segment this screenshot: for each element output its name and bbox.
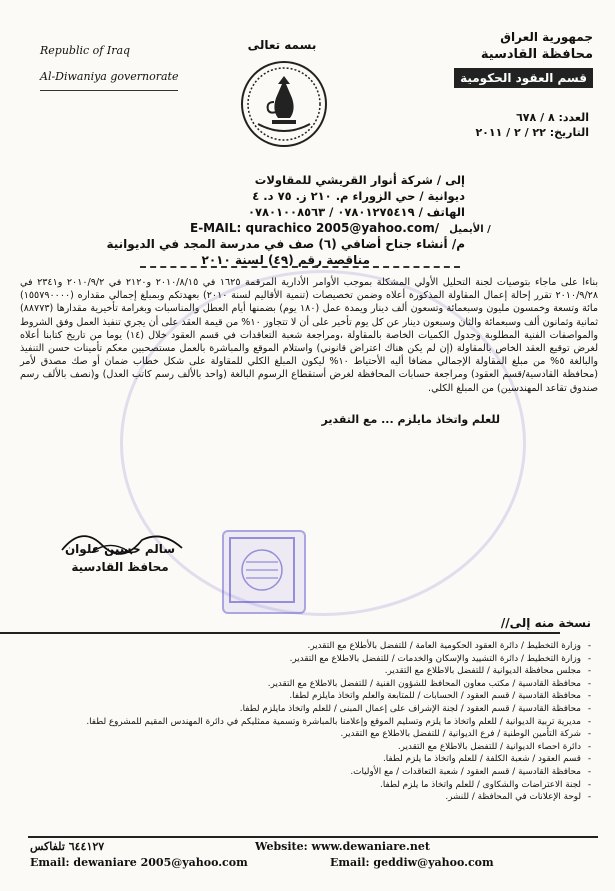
subject-block: [107, 236, 466, 268]
copy-recipient: - محافظة القادسية / قسم العقود / الحسابات / للمتابعة والعلم واتخاذ مايلزم لطفا.: [31, 690, 591, 703]
stamp-seal-graphic: [224, 532, 300, 608]
header-governorate-en: Al-Diwaniya governorate: [40, 64, 178, 91]
reference-number: العدد: ٨ / ٦٧٨: [516, 111, 589, 124]
reference-date: التاريخ: ٢٢ / ٢ / ٢٠١١: [475, 126, 589, 139]
basmala-text: بسمه تعالى: [247, 38, 317, 52]
copy-recipient: - محافظة القادسية / مكتب معاون المحافظ للشؤون الفنية / للتفضل بالاطلاع مع التقدير.: [31, 678, 591, 691]
copies-divider: [0, 632, 560, 634]
copy-recipient: - محافظة القادسية / قسم العقود / شعبة التعاقدات / مع الأوليات.: [31, 766, 591, 779]
header-governorate-ar: محافظة القادسية: [480, 47, 593, 62]
recipient-block: [248, 172, 465, 220]
reference-block: [475, 110, 589, 140]
signatory-name: سالم حسين علوان: [64, 542, 176, 556]
footer-email-primary: Email: dewaniare 2005@yahoo.com: [30, 856, 248, 869]
copies-heading: نسخة منه إلى//: [500, 616, 591, 630]
copy-recipient: - قسم العقود / شعبة الكلفة / للعلم واتخاذ ما يلزم لطفا.: [31, 753, 591, 766]
copy-recipient: - وزارة التخطيط / دائرة العقود الحكومية العامة / للتفضل بالأطلاع مع التقدير.: [31, 640, 591, 653]
copy-recipient: - مديرية تربية الديوانية / للعلم واتخاذ ما يلزم وتسليم الموقع وإعلامنا بالمباشرة وتسمية ممثليكم في دائرة المهندس المقيم للمشروع لطفا.: [31, 716, 591, 729]
recipient-address: ديوانية / حي الزوراء م. ٢١٠ ز. ٧٥ د. ٤: [252, 189, 465, 203]
footer-website: Website: www.dewaniare.net: [255, 840, 430, 853]
recipient-email-label: الأيميل /: [449, 224, 491, 235]
copy-recipient: - شركة التأمين الوطنية / فرع الديوانية / للتفضل بالاطلاع مع التقدير.: [31, 728, 591, 741]
letter-body: بناءا على ماجاء بتوصيات لجنة التحليل الأولي المشكلة بموجب الأوامر الأدارية المرقمة ١٦٢٥ في ٢٠١٠/٨/١٥ و٢١٢٠ في ٢٠١٠/٩/٢ و٢٣٤١ في ٢٠١٠/٩/٢٨ تقرر إحالة إعمال المقاولة المذكورة أعلاه وضمن تخصيصات (تنمية الأقاليم لسنة ٢٠١٠) بعهدتكم وبمبلغ إجمالي مقداره (١٥٥٧٩٠٠٠٠) مائة وتسعة وخمسون مليون وسبعمائة وتسعون ألف دينار ويمدة عمل (١٨٠ يوم) بضمنها أيام العطل والمناسبات وبغرامة تأخيرية مقدارها (٨٨٧٧٣) ثمانية وثمانون ألف وسبعمائة والثان وسبعون دينار عن كل يوم تأخير على أن لا تتجاوز ١٠% من قيمة العقد على أن يجري تنفيذ العمل وفق الشروط والمواصفات الفنية المطلوبة وجدول الكميات الخاصة بالمقاولة ،ومراجعة شعبة التعاقدات في قسم العقود خلال (١٤) يوما من تاريخ كتابنا أعلاه لغرض توقيع العقد الخاص بالمقاولة (إن لم يكن هناك اعتراض قانوني) واستلام الموقع والمباشرة بالعمل مستصحبين معكم تأمينات حسن التنفيذ والبالغة ٥% من مبلغ المقاولة الإجمالي مضافا أليه الأحتياط ١٠% ليكون المبلغ الكلي للمقاولة على شكل خطاب ضمان أو صك مصدق لأمر (محافظة القادسية/قسم العقود) ومراجعة حسابات المحافظة لغرض أستقطاع الرسوم البالغة (واحد بالألف رسم كاتب العدل) و(نصف بالألف رسم صندوق تقاعد المهندسين) من المبلغ الكلي.: [20, 277, 599, 394]
recipient-company: إلى / شركة أنوار القريشي للمقاولات: [254, 173, 465, 187]
recipient-phone: الهاتف / ٠٧٨٠١٢٧٥٤١٩ / ٠٧٨٠١٠٠٨٥٦٣: [247, 205, 465, 219]
footer-fax: ٦٤٤١٢٧ تلفاكس: [30, 840, 105, 853]
header-department-ar: قسم العقود الحكومية: [454, 68, 593, 88]
footer-email-secondary: Email: geddiw@yahoo.com: [330, 856, 494, 869]
signatory-title: محافظ القادسية: [71, 560, 169, 574]
recipient-email-line: [190, 221, 491, 235]
subject-title: م/ أنشاء جناح أضافي (٦) صف في مدرسة المجد في الديوانية: [106, 237, 465, 251]
copy-recipient: - وزارة التخطيط / دائرة التشييد والإسكان والخدمات / للتفضل بالاطلاع مع التقدير.: [31, 653, 591, 666]
subject-tender: مناقصة رقم (٤٩) لسنة ٢٠١٠: [201, 253, 370, 267]
copy-recipient: - لوحة الإعلانات في المحافظة / للنشر.: [31, 791, 591, 804]
official-stamp: [222, 530, 306, 614]
closing-line: للعلم واتخاذ مايلزم ... مع التقدير: [321, 413, 500, 426]
copy-recipient: - لجنة الاعتراضات والشكاوى / للعلم واتخاذ ما يلزم لطفا.: [31, 779, 591, 792]
subject-divider: [140, 266, 460, 268]
copies-list: [31, 640, 591, 804]
header-country-ar: جمهورية العراق: [500, 30, 593, 44]
copy-recipient: - مجلس محافظة الديوانية / للتفضل بالاطلاع مع التقدير.: [31, 665, 591, 678]
governorate-emblem-logo: [238, 58, 330, 150]
copy-recipient: - دائرة احصاء الديوانية / للتفضل بالاطلاع مع التقدير.: [31, 741, 591, 754]
header-country-en: Republic of Iraq: [40, 44, 131, 57]
signature-block: [60, 540, 180, 576]
header-basmala: [242, 38, 322, 52]
header-english: [40, 38, 178, 91]
recipient-email: E-MAIL: qurachico 2005@yahoo.com/: [190, 221, 440, 235]
copy-recipient: - محافظة القادسية / قسم العقود / لجنة الإشراف على إعمال المبنى / للعلم واتخاذ مايلزم لطفا.: [31, 703, 591, 716]
footer-divider: [28, 836, 598, 838]
header-arabic: [454, 28, 593, 88]
